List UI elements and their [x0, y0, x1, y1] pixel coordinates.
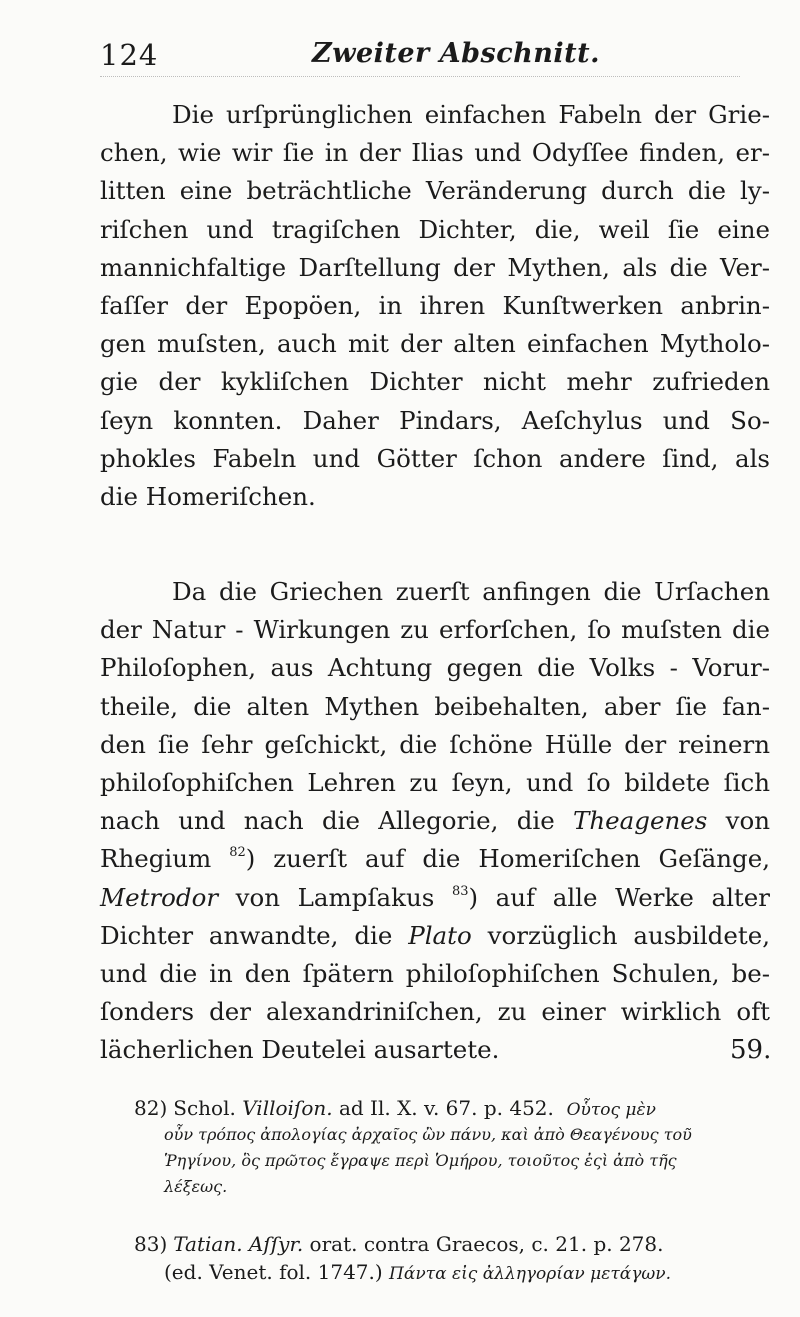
- footnote-marker: 83): [134, 1232, 168, 1256]
- footnote-greek: Οὗτος μὲν: [566, 1100, 656, 1120]
- text-line: ſonders der alexandriniſchen, zu einer wirklich oft: [100, 997, 770, 1027]
- line-text: von: [707, 806, 770, 836]
- text-line: ſeyn konnten. Daher Pindars, Aeſchylus und So-: [100, 405, 770, 435]
- text-line: theile, die alten Mythen beibehalten, aber ſie fan-: [100, 691, 770, 721]
- text-line: mannichfaltige Darſtellung der Mythen, als die Ver-: [100, 252, 770, 282]
- text-line: [100, 802, 770, 840]
- text-line: faſſer der Epopöen, in ihren Kunſtwerken anbrin-: [100, 290, 770, 320]
- line-text: ) auf alle Werke alter: [468, 882, 770, 912]
- text-line: den ſie ſehr geſchickt, die ſchöne Hülle der reinern: [100, 729, 770, 759]
- name-theagenes: Theagenes: [573, 806, 708, 836]
- text-line: der Natur - Wirkungen zu erforſchen, ſo muſsten die: [100, 615, 770, 645]
- page-header: [100, 38, 740, 78]
- text-line: gen muſsten, auch mit der alten einfachen Mytholo-: [100, 329, 770, 359]
- footnote-line: [134, 1230, 770, 1258]
- text-line: und die in den ſpätern philoſophiſchen Schulen, be-: [100, 958, 770, 988]
- text-line: [100, 840, 770, 878]
- header-divider: [100, 76, 740, 77]
- line-text: Rhegium: [100, 844, 230, 874]
- name-plato: Plato: [408, 920, 472, 950]
- footnote-ref-83: 83: [451, 883, 469, 899]
- text-line: phokles Fabeln und Götter ſchon andere ſind, als: [100, 443, 770, 473]
- footnote-line: [134, 1258, 770, 1286]
- text-line: lächerlichen Deutelei ausartete.: [100, 1035, 500, 1065]
- paragraph-1: [100, 96, 770, 516]
- footnote-83: [134, 1230, 770, 1286]
- footnote-text: ad Il. X. v. 67. p. 452.: [332, 1096, 554, 1120]
- footnote-greek: Πάντα εἰς ἀλληγορίαν μετάγων.: [389, 1264, 671, 1284]
- text-line: Philoſophen, aus Achtung gegen die Volks - Vorur-: [100, 653, 770, 683]
- footnote-text-italic: Villoiſon.: [242, 1096, 333, 1120]
- line-text: nach und nach die Allegorie, die: [100, 806, 574, 836]
- text-line: Da die Griechen zuerſt anfingen die Urſachen: [172, 577, 770, 607]
- footnote-line: [134, 1094, 770, 1122]
- line-text: ) zuerſt auf die Homeriſchen Geſänge,: [245, 844, 771, 874]
- footnote-greek-line: λέξεως.: [164, 1177, 228, 1196]
- name-metrodor: Metrodor: [100, 882, 219, 912]
- line-text: Dichter anwandte, die: [100, 920, 409, 950]
- text-line: Die urſprünglichen einfachen Fabeln der Grie-: [172, 100, 770, 129]
- footnote-82: [134, 1094, 770, 1200]
- text-line: chen, wie wir ſie in der Ilias und Odyſſee finden, er-: [100, 138, 770, 168]
- running-title: Zweiter Abschnitt.: [312, 38, 600, 69]
- text-line: riſchen und tragiſchen Dichter, die, weil ſie eine: [100, 214, 770, 244]
- footnote-gap: [134, 1200, 770, 1230]
- page-number: 124: [100, 38, 159, 72]
- text-line: die Homeriſchen.: [100, 481, 316, 511]
- line-text: von Lampſakus: [218, 882, 452, 912]
- line-text: vorzüglich ausbildete,: [471, 920, 770, 950]
- catchword: 59.: [730, 1035, 772, 1065]
- paragraph-2: [100, 573, 770, 1069]
- footnote-greek-line: Ῥηγίνου, ὃς πρῶτος ἔγραψε περὶ Ὁμήρου, τοιοῦτος ἐςὶ ἀπὸ τῆς: [164, 1151, 677, 1170]
- footnote-greek-line: οὖν τρόπος ἀπολογίας ἀρχαῖος ὢν πάνυ, καὶ ἀπὸ Θεαγένους τοῦ: [164, 1125, 692, 1144]
- text-line: [100, 917, 770, 955]
- footnote-text: (ed. Venet. fol. 1747.): [164, 1260, 390, 1284]
- text-line: [100, 879, 770, 917]
- footnote-marker: 82): [134, 1096, 168, 1120]
- footnote-text: Schol.: [173, 1096, 243, 1120]
- footnote-ref-82: 82: [229, 845, 246, 861]
- main-text: [100, 96, 770, 1070]
- paragraph-gap: [100, 516, 770, 573]
- footnote-text: orat. contra Graecos, c. 21. p. 278.: [303, 1232, 664, 1256]
- text-line: gie der kykliſchen Dichter nicht mehr zufrieden: [100, 367, 770, 397]
- text-line: philoſophiſchen Lehren zu ſeyn, und ſo bildete ſich: [100, 768, 770, 797]
- footnote-text-italic: Tatian. Aſſyr.: [173, 1232, 304, 1256]
- footnotes: [134, 1094, 770, 1286]
- text-line: litten eine beträchtliche Veränderung durch die ly-: [100, 176, 770, 206]
